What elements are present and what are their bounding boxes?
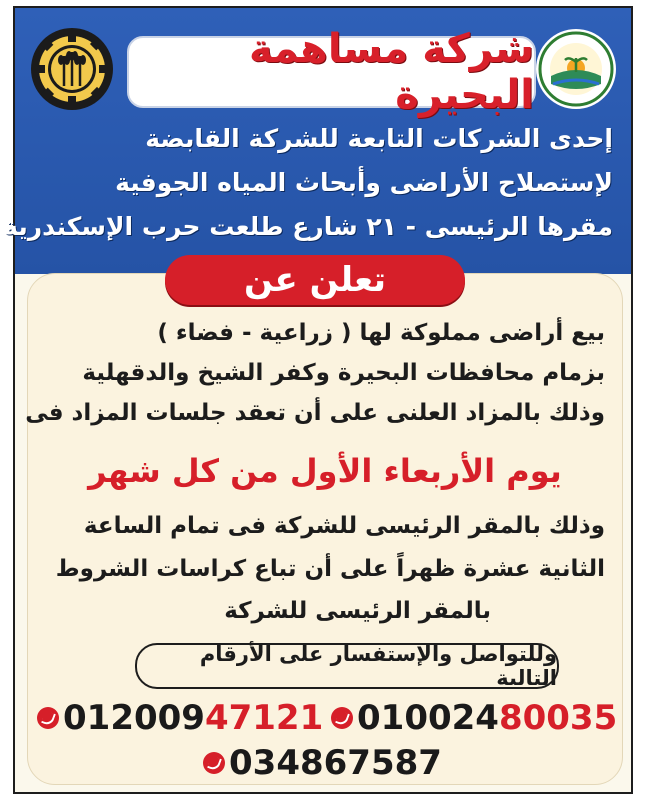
phone-number-2[interactable] <box>37 698 323 738</box>
gear-wheat-logo-icon <box>29 26 115 112</box>
phone-2-suffix: 47121 <box>204 698 324 738</box>
company-title-box <box>127 26 536 118</box>
detail-line-3: بالمقر الرئيسى للشركة <box>224 598 491 624</box>
advertisement <box>3 6 633 794</box>
auction-date-highlight: يوم الأربعاء الأول من كل شهر <box>88 452 562 490</box>
phone-icon <box>37 707 59 729</box>
phone-2-prefix: 012009 <box>63 698 205 738</box>
phone-icon <box>203 752 225 774</box>
phone-number-1[interactable] <box>331 698 617 738</box>
banner-label: تعلن عن <box>243 260 387 300</box>
contact-prompt-box <box>135 643 559 689</box>
body-line-2: بزمام محافظات البحيرة وكفر الشيخ والدقهلية <box>82 360 605 386</box>
phone-icon <box>331 707 353 729</box>
phone-3-number: 034867587 <box>229 743 442 783</box>
company-name: شركة مساهمة البحيرة <box>249 26 534 118</box>
phone-1-prefix: 010024 <box>357 698 499 738</box>
detail-line-1: وذلك بالمقر الرئيسى للشركة فى تمام الساعة <box>83 513 605 539</box>
body-line-3: وذلك بالمزاد العلنى على أن تعقد جلسات المزاد فى <box>25 400 605 426</box>
detail-line-2: الثانية عشرة ظهراً على أن تباع كراسات الشروط <box>55 556 605 582</box>
announcement-banner <box>165 255 465 305</box>
header-line-3: مقرها الرئيسى - ٢١ شارع طلعت حرب الإسكندرية <box>3 212 613 241</box>
header-line-2: لإستصلاح الأراضى وأبحاث المياه الجوفية <box>115 168 613 197</box>
header-section <box>3 8 631 274</box>
header-line-1: إحدى الشركات التابعة للشركة القابضة <box>145 124 613 153</box>
phone-number-3[interactable] <box>203 743 442 783</box>
body-line-1: بيع أراضى مملوكة لها ( زراعية - فضاء ) <box>157 320 605 346</box>
contact-prompt: وللتواصل والإستفسار على الأرقام التالية <box>199 642 557 690</box>
reclamation-emblem-icon <box>535 28 617 110</box>
phone-1-suffix: 80035 <box>498 698 618 738</box>
